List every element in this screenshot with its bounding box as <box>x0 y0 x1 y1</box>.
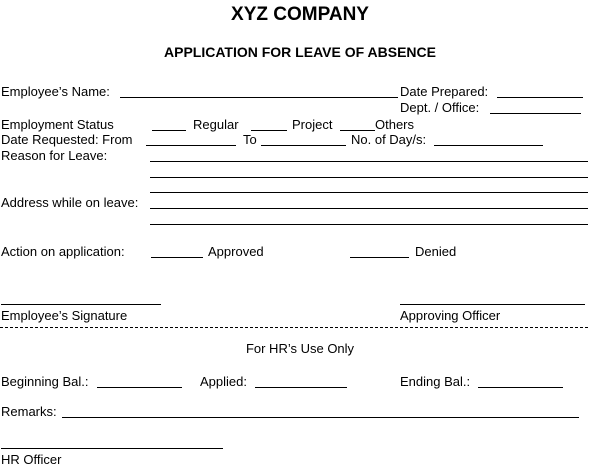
date-to-label: To <box>243 132 257 147</box>
applied-label: Applied: <box>200 374 247 389</box>
beginning-bal-field[interactable] <box>97 387 182 388</box>
hr-section-title: For HR’s Use Only <box>245 341 355 356</box>
date-prepared-field[interactable] <box>497 97 583 98</box>
section-divider <box>0 327 588 328</box>
date-to-field[interactable] <box>261 145 346 146</box>
employee-name-field[interactable] <box>120 97 398 98</box>
applied-field[interactable] <box>255 387 347 388</box>
action-label: Action on application: <box>1 244 125 259</box>
project-checkbox-line[interactable] <box>251 130 287 131</box>
approving-officer-label: Approving Officer <box>400 308 501 323</box>
employment-status-label: Employment Status <box>1 117 114 132</box>
regular-label: Regular <box>193 117 239 132</box>
address-line-1[interactable] <box>150 208 588 209</box>
reason-line-3[interactable] <box>150 192 588 193</box>
dept-office-field[interactable] <box>490 113 581 114</box>
project-label: Project <box>292 117 333 132</box>
hr-officer-label: HR Officer <box>1 452 62 467</box>
reason-line-1[interactable] <box>150 161 588 162</box>
date-requested-from-label: Date Requested: From <box>1 132 133 147</box>
form-title: APPLICATION FOR LEAVE OF ABSENCE <box>164 44 436 60</box>
remarks-label: Remarks: <box>1 404 57 419</box>
company-title: XYZ COMPANY <box>231 4 369 25</box>
no-of-days-label: No. of Day/s: <box>351 132 427 147</box>
remarks-field[interactable] <box>62 417 579 418</box>
ending-bal-field[interactable] <box>478 387 563 388</box>
regular-checkbox-line[interactable] <box>152 130 186 131</box>
employee-signature-line[interactable] <box>1 304 161 305</box>
hr-officer-signature-line[interactable] <box>1 448 223 449</box>
dept-office-label: Dept. / Office: <box>400 100 480 115</box>
address-line-2[interactable] <box>150 224 588 225</box>
date-prepared-label: Date Prepared: <box>400 84 489 99</box>
denied-checkbox-line[interactable] <box>350 257 409 258</box>
date-from-field[interactable] <box>146 145 236 146</box>
reason-label: Reason for Leave: <box>1 148 108 163</box>
ending-bal-label: Ending Bal.: <box>400 374 471 389</box>
approving-officer-line[interactable] <box>400 304 585 305</box>
approved-label: Approved <box>208 244 264 259</box>
approved-checkbox-line[interactable] <box>151 257 203 258</box>
reason-line-2[interactable] <box>150 177 588 178</box>
others-checkbox-line[interactable] <box>340 130 375 131</box>
denied-label: Denied <box>415 244 457 259</box>
employee-name-label: Employee’s Name: <box>1 84 110 99</box>
address-label: Address while on leave: <box>1 195 139 210</box>
others-label: Others <box>375 117 415 132</box>
employee-signature-label: Employee’s Signature <box>1 308 128 323</box>
no-of-days-field[interactable] <box>434 145 543 146</box>
beginning-bal-label: Beginning Bal.: <box>1 374 89 389</box>
